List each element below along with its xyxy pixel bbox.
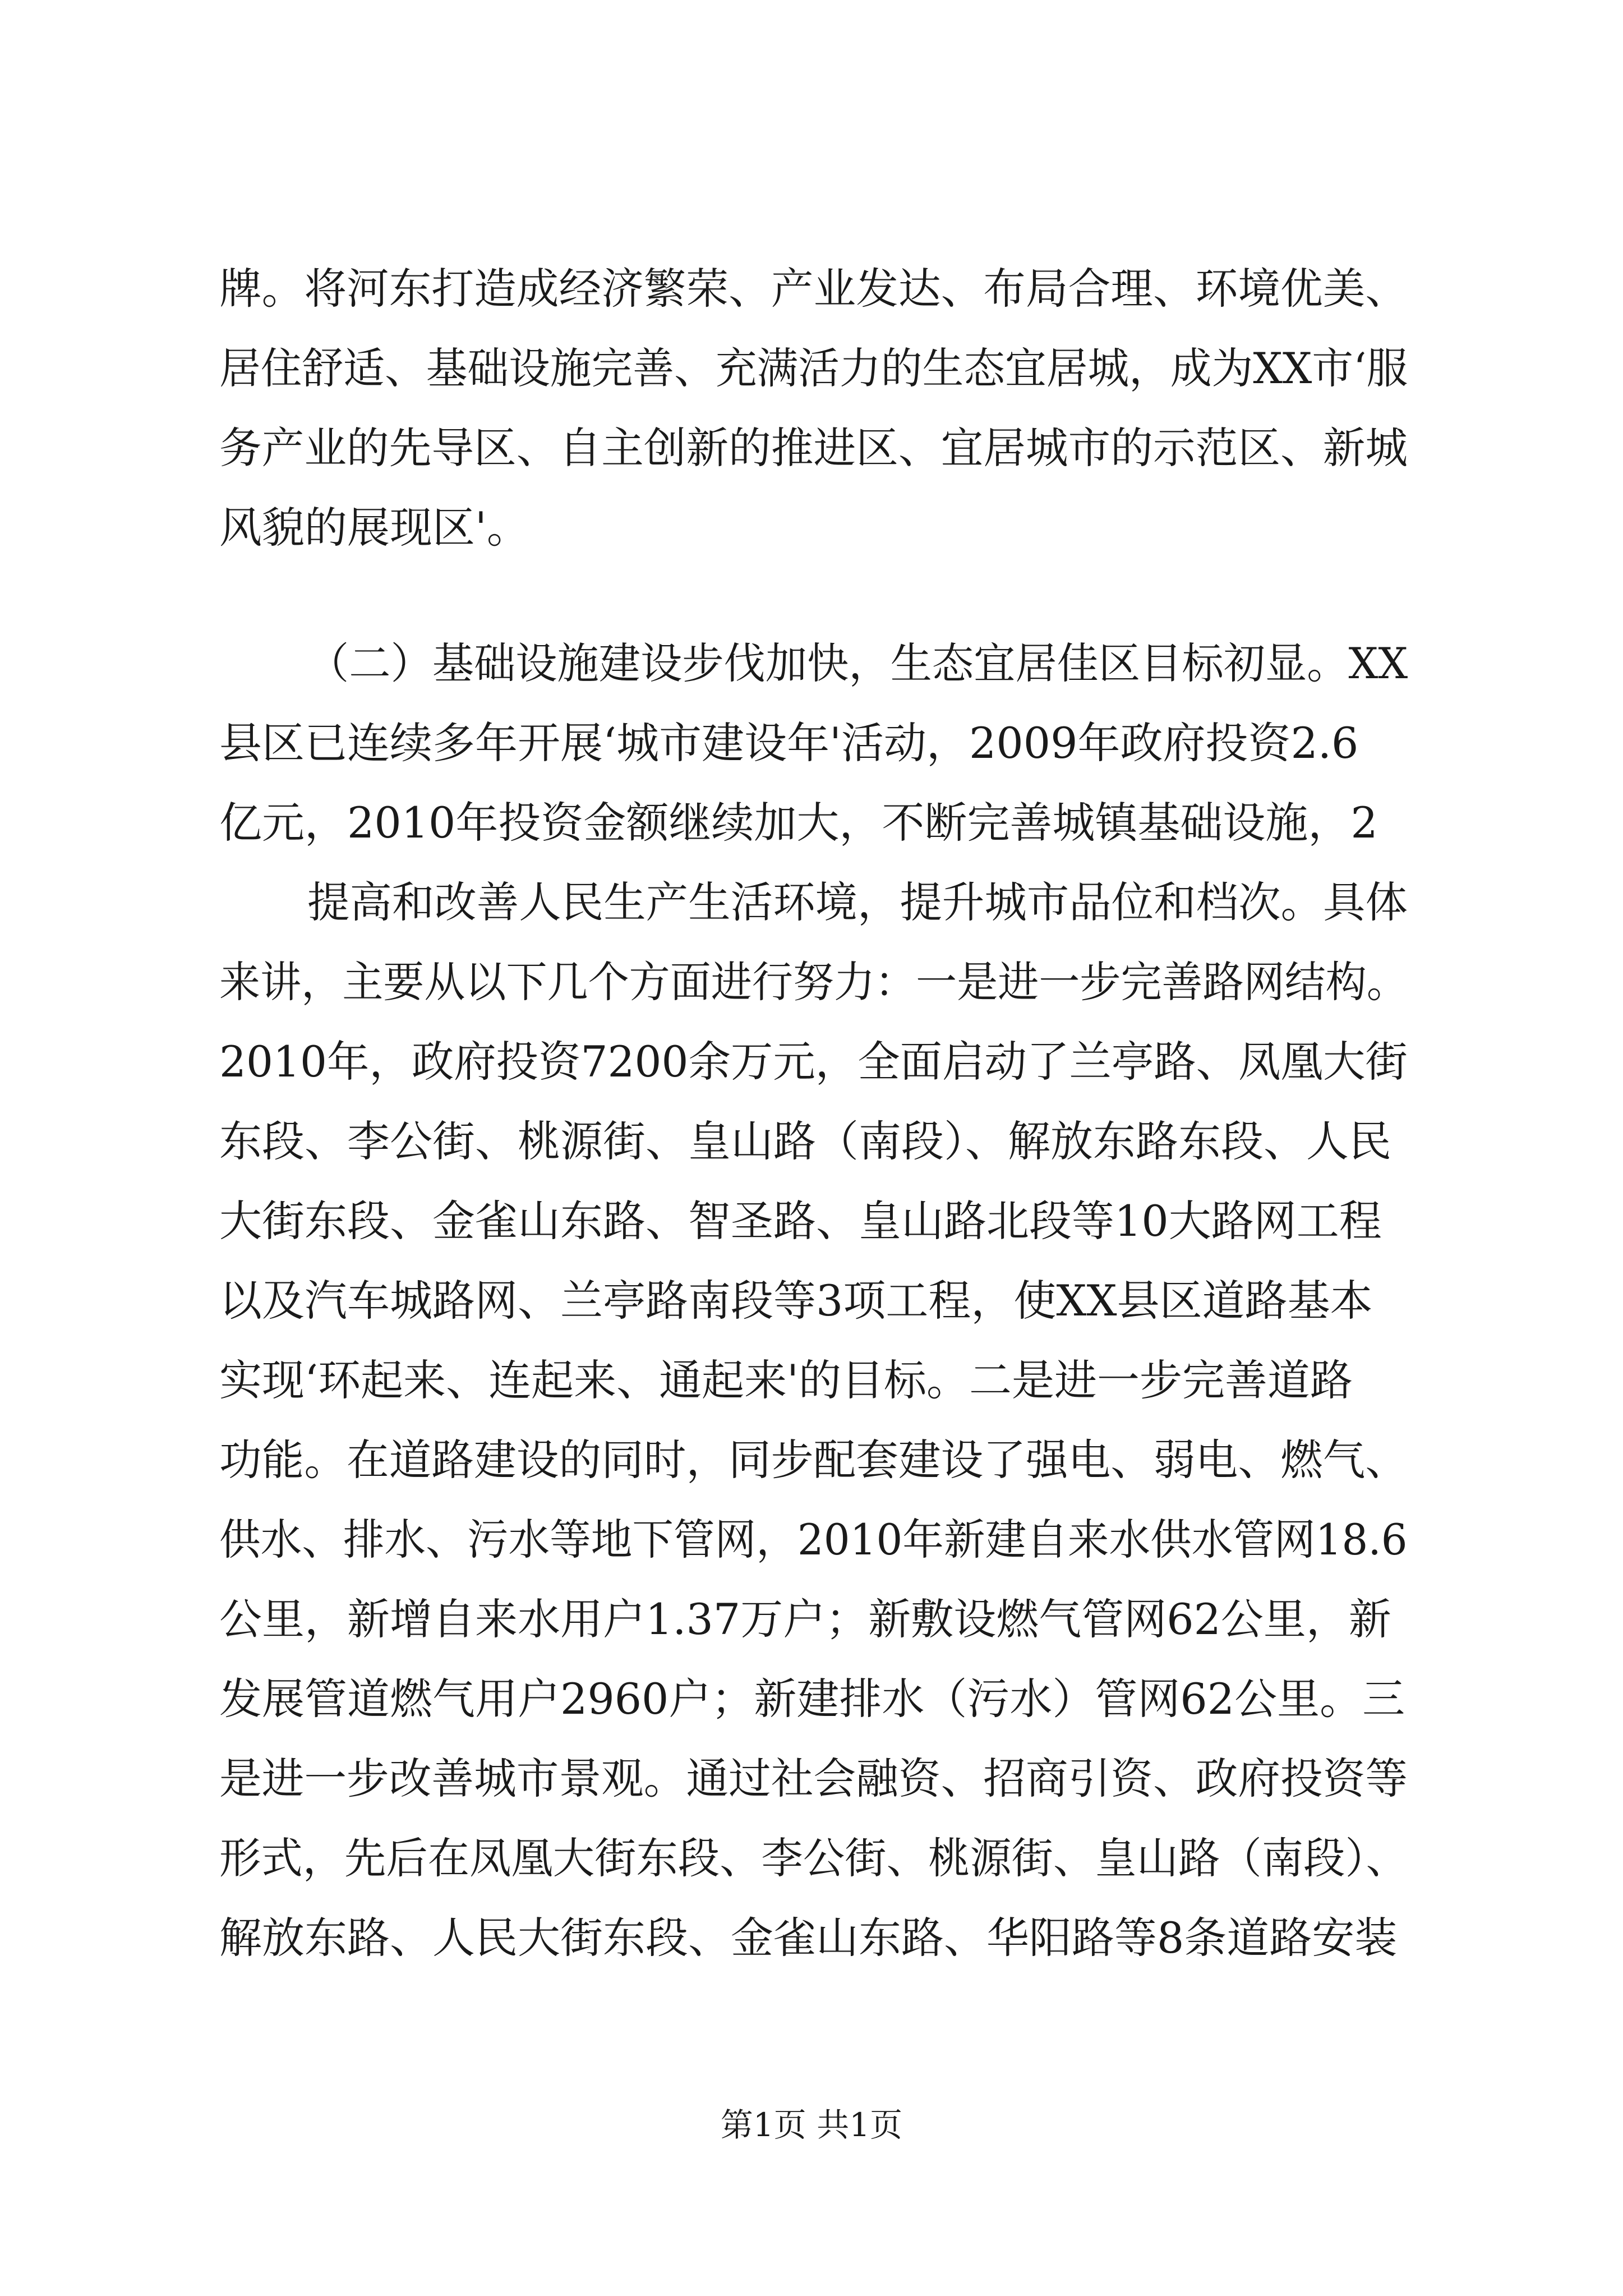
- text-line: 务产业的先导区、自主创新的推进区、宜居城市的示范区、新城: [219, 423, 1408, 473]
- text-line: 居住舒适、基础设施完善、充满活力的生态宜居城，成为XX市‘服: [219, 343, 1408, 393]
- text-line: 发展管道燃气用户2960户；新建排水（污水）管网62公里。三: [219, 1674, 1405, 1724]
- text-line: 县区已连续多年开展‘城市建设年'活动，2009年政府投资2.6: [219, 718, 1359, 768]
- page-footer: 第1页 共1页: [720, 2106, 903, 2144]
- text-line: 大街东段、金雀山东路、智圣路、皇山路北段等10大路网工程: [219, 1196, 1382, 1246]
- text-line: 亿元，2010年投资金额继续加大，不断完善城镇基础设施，2: [219, 798, 1378, 848]
- text-line: 供水、排水、污水等地下管网，2010年新建自来水供水管网18.6: [219, 1515, 1408, 1565]
- text-line: 形式，先后在凤凰大街东段、李公街、桃源街、皇山路（南段）、: [219, 1833, 1408, 1883]
- text-line: 风貌的展现区'。: [219, 503, 529, 553]
- text-line: 实现‘环起来、连起来、通起来'的目标。二是进一步完善道路: [219, 1355, 1353, 1405]
- text-line: 是进一步改善城市景观。通过社会融资、招商引资、政府投资等: [219, 1754, 1408, 1803]
- section-heading-line: （二）基础设施建设步伐加快，生态宜居佳区目标初显。XX: [307, 638, 1408, 688]
- text-line: 牌。将河东打造成经济繁荣、产业发达、布局合理、环境优美、: [219, 264, 1408, 314]
- text-line: 来讲，主要从以下几个方面进行努力：一是进一步完善路网结构。: [219, 957, 1408, 1007]
- text-line: 解放东路、人民大街东段、金雀山东路、华阳路等8条道路安装: [219, 1913, 1398, 1963]
- paragraph-first-line: 提高和改善人民生产生活环境，提升城市品位和档次。具体: [307, 877, 1408, 927]
- text-line: 公里，新增自来水用户1.37万户；新敷设燃气管网62公里，新: [219, 1594, 1391, 1644]
- text-line: 以及汽车城路网、兰亭路南段等3项工程，使XX县区道路基本: [219, 1276, 1373, 1326]
- text-line: 东段、李公街、桃源街、皇山路（南段）、解放东路东段、人民: [219, 1116, 1391, 1166]
- text-line: 2010年，政府投资7200余万元，全面启动了兰亭路、凤凰大街: [219, 1037, 1408, 1087]
- text-line: 功能。在道路建设的同时，同步配套建设了强电、弱电、燃气、: [219, 1435, 1408, 1485]
